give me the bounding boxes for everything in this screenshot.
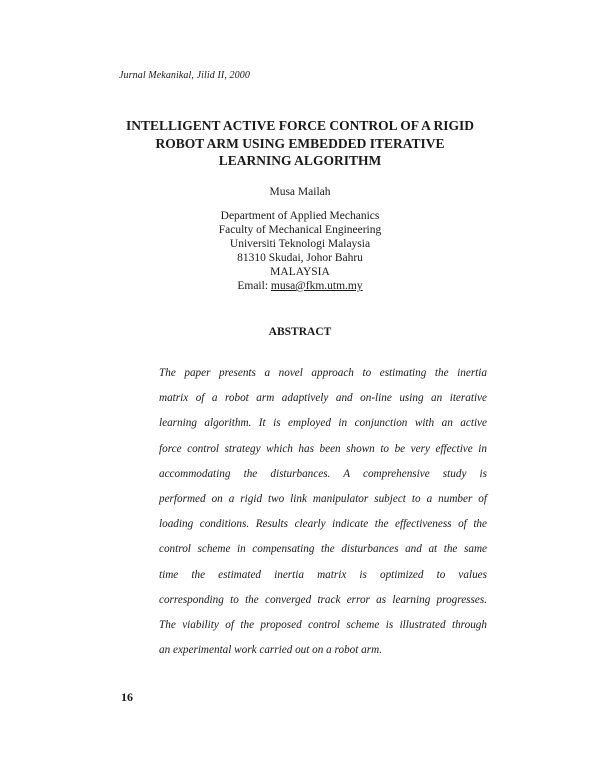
abstract-line: performed on a rigid two link manipulator subject to a number of (159, 493, 487, 506)
abstract-line: learning algorithm. It is employed in conjunction with an active (159, 417, 487, 430)
affiliation-line: Universiti Teknologi Malaysia (229, 238, 371, 250)
author-affiliation (90, 209, 510, 293)
author-name: Musa Mailah (269, 186, 331, 198)
email-line (90, 279, 510, 293)
abstract-line: corresponding to the converged track error as learning progresses. (159, 593, 487, 606)
abstract-line: loading conditions. Results clearly indicate the effectiveness of the (159, 518, 487, 531)
affiliation-line: MALAYSIA (270, 266, 330, 278)
abstract-line: time the estimated inertia matrix is optimized to values (159, 568, 487, 581)
abstract-line: The paper presents a novel approach to estimating the inertia (159, 367, 487, 379)
page-number: 16 (121, 690, 133, 704)
email-link[interactable]: musa@fkm.utm.my (270, 280, 363, 292)
title-line: ROBOT ARM USING EMBEDDED ITERATIVE (155, 135, 445, 151)
title-line: INTELLIGENT ACTIVE FORCE CONTROL OF A RIGID (125, 118, 475, 133)
affiliation-line: Faculty of Mechanical Engineering (218, 224, 382, 236)
abstract-heading: ABSTRACT (268, 326, 332, 338)
title-line: LEARNING ALGORITHM (218, 153, 382, 168)
abstract-line: matrix of a robot arm adaptively and on-line using an iterative (159, 392, 487, 405)
paper-title (90, 117, 510, 170)
journal-header: Jurnal Mekanikal, Jilid II, 2000 (119, 70, 250, 81)
abstract-body (159, 361, 487, 663)
affiliation-line: Department of Applied Mechanics (220, 210, 380, 222)
affiliation-line: 81310 Skudai, Johor Bahru (237, 252, 363, 264)
abstract-line: The viability of the proposed control scheme is illustrated through (159, 619, 487, 632)
email-label: Email: (237, 280, 271, 292)
abstract-line: accommodating the disturbances. A comprehensive study is (159, 467, 487, 480)
abstract-line: an experimental work carried out on a robot arm. (159, 644, 383, 657)
abstract-line: control scheme in compensating the disturbances and at the same (159, 543, 487, 556)
abstract-line: force control strategy which has been shown to be very effective in (159, 442, 487, 455)
